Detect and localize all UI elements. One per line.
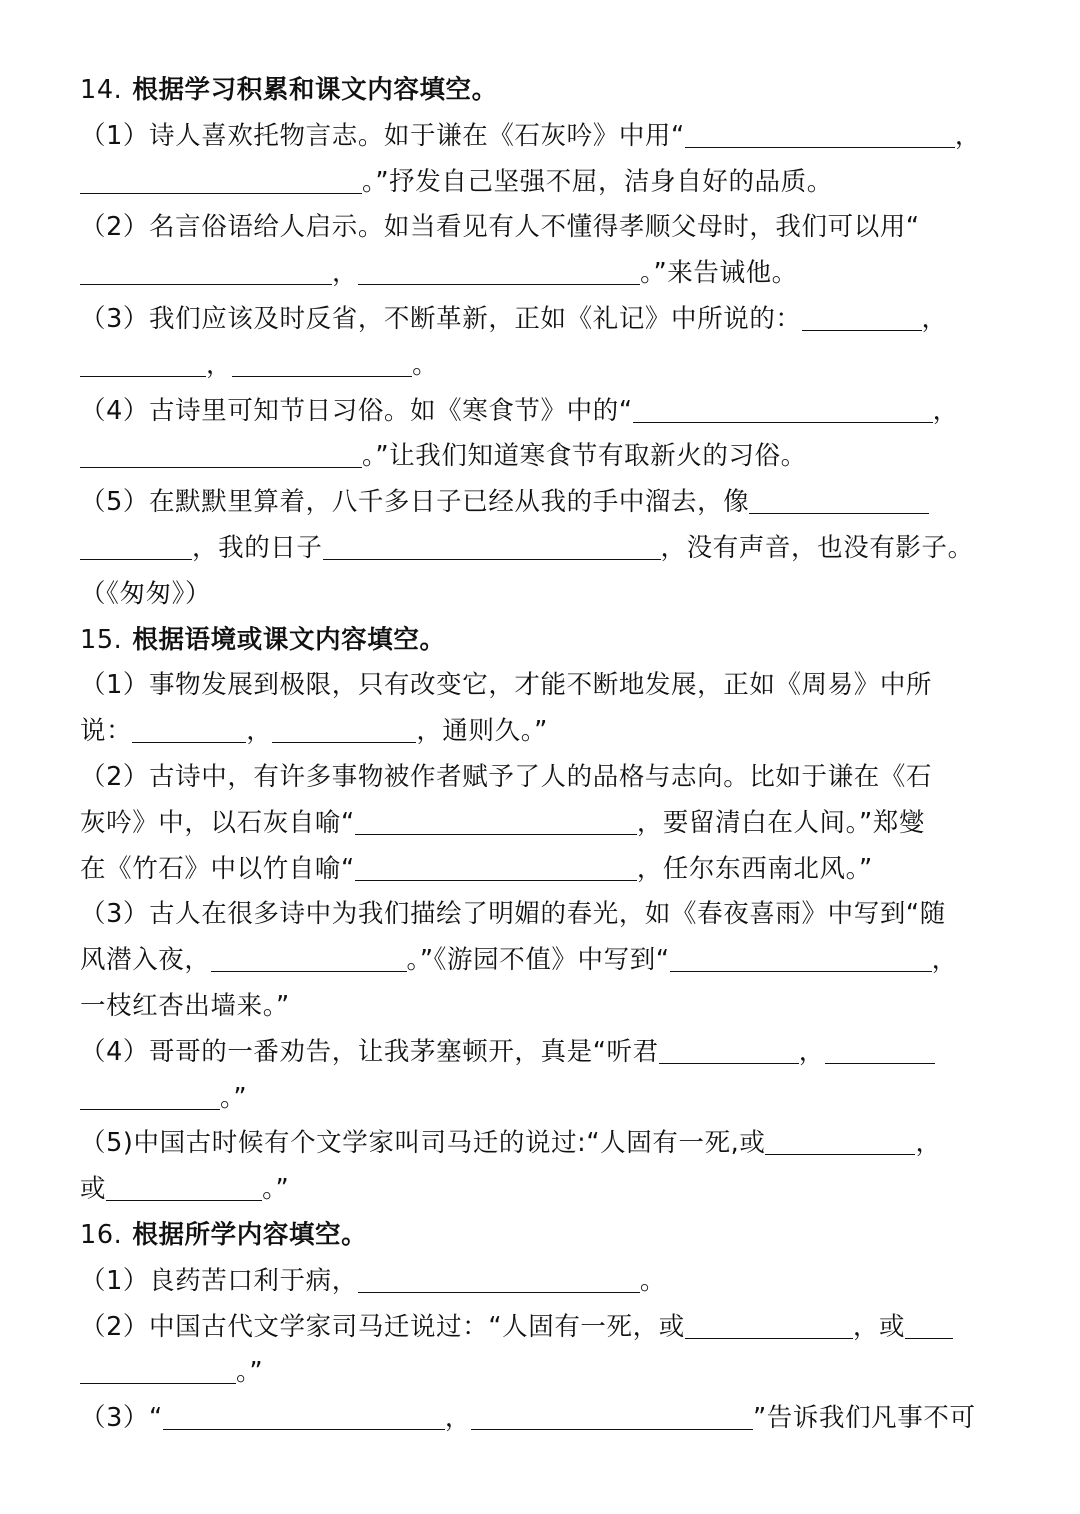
item-text: 。: [412, 349, 439, 380]
item-text: 。”抒发自己坚强不屈，洁身自好的品质。: [362, 166, 833, 197]
answer-blank[interactable]: [80, 437, 362, 468]
item-text: ”告诉我们凡事不可: [752, 1403, 976, 1434]
answer-blank[interactable]: [80, 529, 192, 560]
question-title: 根据所学内容填空。: [132, 1219, 368, 1250]
q15-item1-line1: [80, 663, 1002, 709]
item-text: ，: [921, 303, 948, 334]
item-text: （1）事物发展到极限，只有改变它，才能不断地发展，正如《周易》中所: [80, 670, 933, 701]
answer-blank[interactable]: [211, 941, 407, 972]
answer-blank[interactable]: [749, 483, 929, 514]
item-text: 或: [80, 1174, 107, 1205]
question-number: 15.: [80, 624, 123, 655]
answer-blank[interactable]: [106, 1170, 262, 1201]
answer-blank[interactable]: [802, 300, 922, 331]
item-text: （3）古人在很多诗中为我们描绘了明媚的春光，如《春夜喜雨》中写到“随: [80, 899, 946, 930]
q15-item1-line2: [80, 709, 1002, 755]
item-text: 说：: [80, 716, 133, 747]
answer-blank[interactable]: [659, 1033, 799, 1064]
q16-item2-line1: [80, 1305, 1002, 1351]
item-text: 。”让我们知道寒食节有取新火的习俗。: [362, 441, 807, 472]
item-text: （2）名言俗语给人启示。如当看见有人不懂得孝顺父母时，我们可以用“: [80, 212, 920, 243]
answer-blank[interactable]: [163, 1399, 445, 1430]
item-text: （2）古诗中，有许多事物被作者赋予了人的品格与志向。比如于谦在《石: [80, 761, 933, 792]
item-text: 在《竹石》中以竹自喻“: [80, 853, 355, 884]
item-text: （《匆匆》）: [80, 578, 212, 609]
q15-item2-line3: [80, 847, 1002, 893]
item-text: （5）在默默里算着，八千多日子已经从我的手中溜去，像: [80, 487, 750, 518]
item-text: （1）诗人喜欢托物言志。如于谦在《石灰吟》中用“: [80, 120, 685, 151]
answer-blank[interactable]: [80, 163, 362, 194]
item-text: 。: [639, 1265, 666, 1296]
item-text: 灰吟》中，以石灰自喻“: [80, 807, 355, 838]
q15-item4-line2: [80, 1076, 1002, 1122]
item-text: （5)中国古时候有个文学家叫司马迁的说过:“人固有一死,或: [80, 1128, 766, 1159]
question-number: 14.: [80, 75, 123, 105]
item-text: 。”《游园不值》中写到“: [406, 945, 670, 976]
item-text: ，: [915, 1128, 942, 1159]
q14-item5-line1: [80, 480, 1002, 526]
q14-item4-line1: [80, 389, 1002, 435]
item-text: （3）“: [80, 1403, 163, 1434]
item-text: ，: [332, 258, 359, 289]
q14-item1-line1: [80, 114, 1002, 160]
q14-item5-line2: [80, 526, 1002, 572]
question-16-heading: [80, 1213, 1002, 1259]
item-text: ，: [246, 716, 273, 747]
item-text: ，: [931, 945, 958, 976]
q14-item5-source: [80, 572, 1002, 618]
answer-blank[interactable]: [80, 254, 332, 285]
item-text: ，: [206, 349, 233, 380]
answer-blank[interactable]: [633, 392, 933, 423]
question-number: 16.: [80, 1219, 123, 1250]
question-14-heading: [80, 68, 1002, 114]
answer-blank[interactable]: [323, 529, 661, 560]
q14-item3-line2: [80, 343, 1002, 389]
answer-blank[interactable]: [272, 712, 416, 743]
question-title: 根据语境或课文内容填空。: [132, 624, 446, 655]
q14-item2-line2: [80, 251, 1002, 297]
q14-item1-line2: [80, 160, 1002, 206]
q15-item3-line2: [80, 938, 1002, 984]
q15-item2-line2: [80, 801, 1002, 847]
q16-item3-line1: [80, 1396, 1002, 1442]
answer-blank[interactable]: [355, 850, 637, 881]
item-text: ，: [444, 1403, 471, 1434]
item-text: ，: [932, 395, 959, 426]
answer-blank[interactable]: [355, 804, 637, 835]
answer-blank[interactable]: [80, 1353, 236, 1384]
item-text: ，要留清白在人间。”郑燮: [636, 807, 925, 838]
item-text: ，: [954, 120, 981, 151]
item-text: ，或: [852, 1311, 906, 1342]
item-text: 。”: [220, 1082, 248, 1113]
answer-blank[interactable]: [685, 1308, 853, 1339]
item-text: （4）古诗里可知节日习俗。如《寒食节》中的“: [80, 395, 633, 426]
answer-blank[interactable]: [685, 117, 955, 148]
q15-item4-line1: [80, 1030, 1002, 1076]
item-text: ，任尔东西南北风。”: [636, 853, 873, 884]
item-text: （1）良药苦口利于病，: [80, 1265, 358, 1296]
q14-item3-line1: [80, 297, 1002, 343]
item-text: 。”: [236, 1357, 264, 1388]
item-text: 。”: [262, 1174, 290, 1205]
q15-item2-line1: [80, 755, 1002, 801]
q15-item3-line1: [80, 892, 1002, 938]
q16-item1-line1: [80, 1259, 1002, 1305]
answer-blank[interactable]: [132, 712, 246, 743]
answer-blank[interactable]: [358, 254, 640, 285]
q15-item5-line1: [80, 1121, 1002, 1167]
question-title: 根据学习积累和课文内容填空。: [132, 75, 498, 105]
answer-blank[interactable]: [232, 346, 412, 377]
item-text: 风潜入夜，: [80, 945, 211, 976]
item-text: （4）哥哥的一番劝告，让我茅塞顿开，真是“听君: [80, 1036, 659, 1067]
answer-blank[interactable]: [670, 941, 932, 972]
q15-item3-line3: [80, 984, 1002, 1030]
item-text: ，没有声音，也没有影子。: [660, 532, 974, 563]
item-text: ，: [798, 1036, 825, 1067]
item-text: ，通则久。”: [416, 716, 548, 747]
item-text: 。”来告诫他。: [640, 258, 798, 289]
q16-item2-line2: [80, 1350, 1002, 1396]
answer-blank[interactable]: [765, 1124, 915, 1155]
item-text: ，我的日子: [192, 532, 323, 563]
item-text: （2）中国古代文学家司马迁说过：“人固有一死，或: [80, 1311, 685, 1342]
question-15-heading: [80, 618, 1002, 664]
answer-blank[interactable]: [825, 1033, 935, 1064]
q14-item2-line1: [80, 205, 1002, 251]
answer-blank[interactable]: [358, 1262, 640, 1293]
answer-blank[interactable]: [471, 1399, 753, 1430]
answer-blank[interactable]: [80, 346, 206, 377]
answer-blank[interactable]: [905, 1308, 953, 1339]
q15-item5-line2: [80, 1167, 1002, 1213]
q14-item4-line2: [80, 434, 1002, 480]
answer-blank[interactable]: [80, 1079, 220, 1110]
item-text: 一枝红杏出墙来。”: [80, 990, 290, 1021]
item-text: （3）我们应该及时反省，不断革新，正如《礼记》中所说的：: [80, 303, 802, 334]
